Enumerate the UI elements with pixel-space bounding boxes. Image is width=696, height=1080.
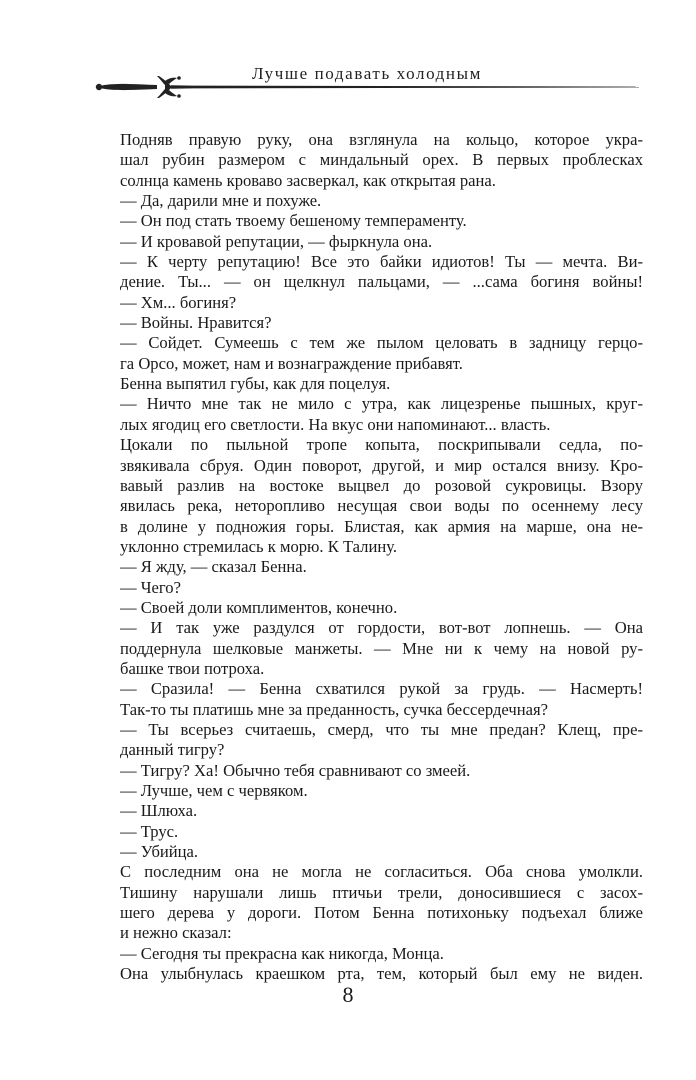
text-line: башке твои потроха.	[120, 658, 265, 678]
text-line: — Лучше, чем с червяком.	[120, 781, 308, 800]
text-line: — Сразила! — Бенна схватился рукой за грудь. — Насмерть!	[120, 679, 643, 699]
text-line: — Ничто мне так не мило с утра, как лицезренье пышных, круг-	[120, 394, 643, 414]
text-line: солнца камень кроваво засверкал, как открытая рана.	[120, 170, 496, 190]
text-line: вавый разлив на востоке выцвел до розовой сукровицы. Взору	[120, 475, 643, 495]
text-line: — Шлюха.	[120, 801, 198, 821]
text-line: дение. Ты... — он щелкнул пальцами, — ...сама богиня войны!	[120, 272, 643, 292]
text-line: — Да, дарили мне и похуже.	[120, 191, 322, 211]
text-line: — Тигру? Ха! Обычно тебя сравнивают со змеей.	[120, 760, 471, 780]
text-line: — Войны. Нравится?	[120, 313, 272, 333]
text-line: шал рубин размером с миндальный орех. В первых проблесках	[120, 150, 643, 170]
text-line: звякивала сбруя. Один поворот, другой, и мир остался внизу. Кро-	[120, 455, 643, 475]
running-head	[95, 62, 640, 106]
page-number: 8	[342, 982, 354, 1007]
text-line: явилась река, неторопливо несущая свои воды по осеннему лесу	[120, 496, 643, 516]
text-line: — Хм... богиня?	[120, 292, 237, 312]
text-line: — И так уже раздулся от гордости, вот-вот лопнешь. — Она	[120, 618, 643, 638]
text-line: и нежно сказал:	[120, 923, 232, 943]
text-line: Она улыбнулась краешком рта, тем, который был ему не виден.	[120, 964, 643, 984]
text-line: Так-то ты платишь мне за преданность, сучка бессердечная?	[120, 699, 548, 719]
body-text	[120, 130, 643, 984]
text-line: шего дерева у дороги. Потом Бенна потихоньку подъехал ближе	[120, 903, 643, 923]
text-line: — Я жду, — сказал Бенна.	[120, 557, 307, 577]
text-line: С последним она не могла не согласиться. Оба снова умолкли.	[120, 862, 643, 882]
text-line: лых ягодиц его светлости. На вкус они напоминают... власть.	[120, 414, 551, 434]
text-line: — Сегодня ты прекрасна как никогда, Монца.	[120, 943, 444, 963]
text-line: — Трус.	[120, 821, 179, 841]
text-line: — Он под стать твоему бешеному темпераменту.	[120, 211, 467, 231]
text-line: — Ты всерьез считаешь, смерд, что ты мне предан? Клещ, пре-	[120, 719, 643, 739]
text-line: — Убийца.	[120, 842, 199, 862]
text-line: поддернула шелковые манжеты. — Мне ни к чему на новой ру-	[120, 638, 643, 658]
text-line: уклонно стремилась к морю. К Талину.	[120, 536, 398, 556]
running-title: Лучше подавать холодным	[251, 64, 483, 83]
text-line: — Своей доли комплиментов, конечно.	[120, 597, 398, 617]
text-line: — К черту репутацию! Все это байки идиотов! Ты — мечта. Ви-	[120, 252, 643, 272]
text-line: в долине у подножия горы. Блистая, как армия на марше, она не-	[120, 516, 643, 536]
text-line: данный тигру?	[120, 740, 225, 760]
text-line: Подняв правую руку, она взглянула на кольцо, которое укра-	[120, 130, 643, 149]
text-line: — Сойдет. Сумеешь с тем же пылом целовать в задницу герцо-	[120, 333, 643, 353]
text-line: Тишину нарушали лишь птичьи трели, доносившиеся с засох-	[120, 882, 643, 902]
text-line: Цокали по пыльной тропе копыта, поскрипывали седла, по-	[120, 435, 643, 455]
text-line: — И кровавой репутации, — фыркнула она.	[120, 231, 433, 251]
text-line: — Чего?	[120, 577, 181, 597]
text-line: Бенна выпятил губы, как для поцелуя.	[120, 374, 391, 394]
text-line: га Орсо, может, нам и вознаграждение прибавят.	[120, 353, 463, 373]
